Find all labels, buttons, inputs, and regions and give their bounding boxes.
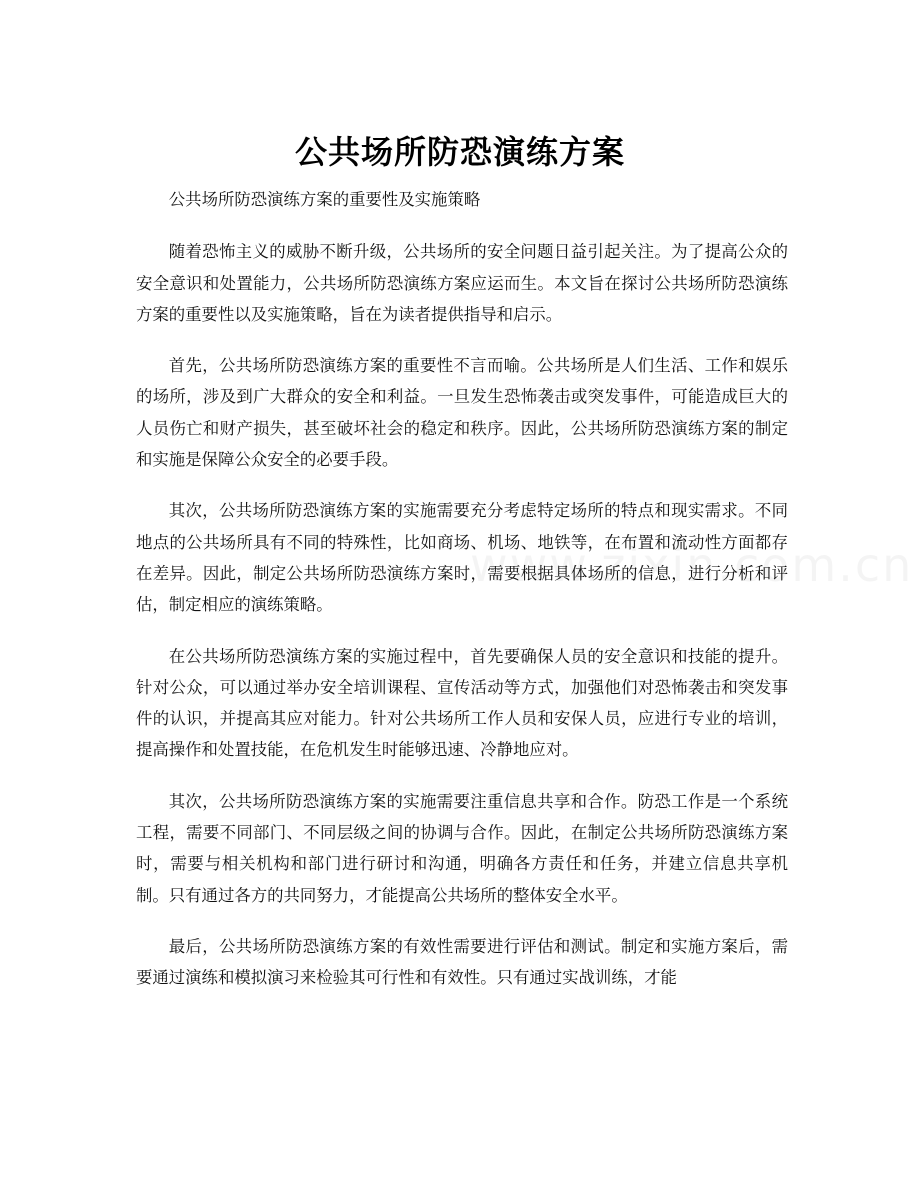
document-title: 公共场所防恐演练方案 bbox=[294, 133, 625, 172]
body-paragraph: 随着恐怖主义的威胁不断升级，公共场所的安全问题日益引起关注。为了提高公众的安全意识和处置能力，公共场所防恐演练方案应运而生。本文旨在探讨公共场所防恐演练方案的重要性以及实施策略，旨在为读者提供指导和启示。 bbox=[136, 242, 788, 324]
body-paragraph: 最后，公共场所防恐演练方案的有效性需要进行评估和测试。制定和实施方案后，需要通过演练和模拟演习来检验其可行性和有效性。只有通过实战训练，才能 bbox=[136, 936, 788, 988]
document-body bbox=[136, 184, 788, 1014]
body-paragraph: 首先，公共场所防恐演练方案的重要性不言而喻。公共场所是人们生活、工作和娱乐的场所，涉及到广大群众的安全和利益。一旦发生恐怖袭击或突发事件，可能造成巨大的人员伤亡和财产损失，甚至破坏社会的稳定和秩序。因此，公共场所防恐演练方案的制定和实施是保障公众安全的必要手段。 bbox=[136, 356, 788, 470]
body-paragraph: 在公共场所防恐演练方案的实施过程中，首先要确保人员的安全意识和技能的提升。针对公众，可以通过举办安全培训课程、宣传活动等方式，加强他们对恐怖袭击和突发事件的认识，并提高其应对能力。针对公共场所工作人员和安保人员，应进行专业的培训，提高操作和处置技能，在危机发生时能够迅速、冷静地应对。 bbox=[136, 646, 788, 760]
body-paragraph: 其次，公共场所防恐演练方案的实施需要充分考虑特定场所的特点和现实需求。不同地点的公共场所具有不同的特殊性，比如商场、机场、地铁等，在布置和流动性方面都存在差异。因此，制定公共场所防恐演练方案时，需要根据具体场所的信息，进行分析和评估，制定相应的演练策略。 bbox=[136, 501, 788, 615]
subtitle-paragraph: 公共场所防恐演练方案的重要性及实施策略 bbox=[168, 190, 481, 209]
body-paragraph: 其次，公共场所防恐演练方案的实施需要注重信息共享和合作。防恐工作是一个系统工程，需要不同部门、不同层级之间的协调与合作。因此，在制定公共场所防恐演练方案时，需要与相关机构和部门进行研讨和沟通，明确各方责任和任务，并建立信息共享机制。只有通过各方的共同努力，才能提高公共场所的整体安全水平。 bbox=[136, 791, 788, 905]
